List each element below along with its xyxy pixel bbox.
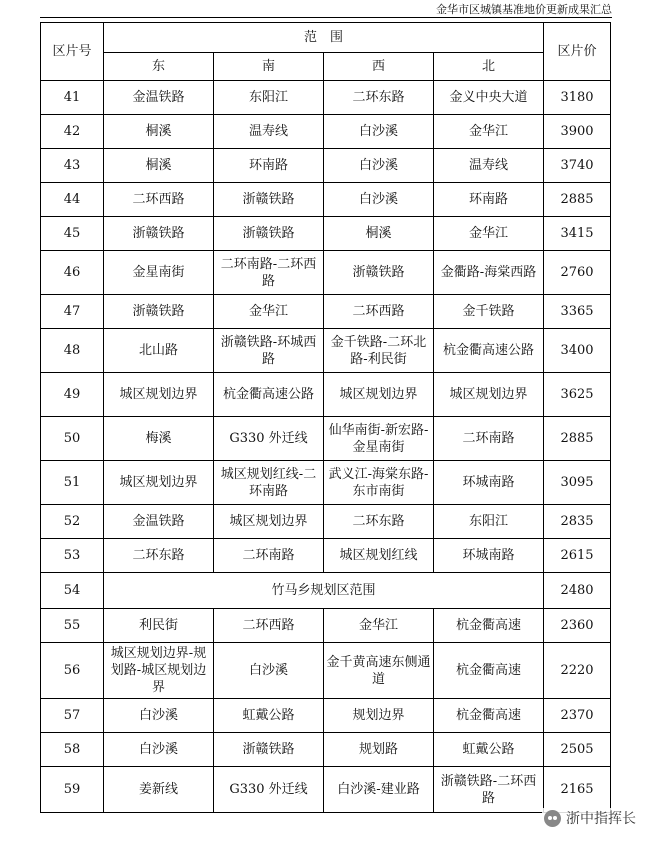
col-header-range: 范 围 — [104, 23, 544, 53]
zone-price-cell: 3900 — [544, 115, 611, 149]
south-boundary-cell: 二环南路-二环西路 — [214, 251, 324, 295]
south-boundary-cell: 浙赣铁路 — [214, 217, 324, 251]
east-boundary-cell: 浙赣铁路 — [104, 217, 214, 251]
north-boundary-cell: 金衢路-海棠西路 — [434, 251, 544, 295]
south-boundary-cell: 二环南路 — [214, 539, 324, 573]
zone-id-cell: 52 — [41, 505, 104, 539]
zone-id-cell: 51 — [41, 461, 104, 505]
table-row — [41, 573, 611, 609]
north-boundary-cell: 温寿线 — [434, 149, 544, 183]
west-boundary-cell: 城区规划红线 — [324, 539, 434, 573]
zone-price-cell: 2885 — [544, 183, 611, 217]
zone-id-cell: 41 — [41, 81, 104, 115]
east-boundary-cell: 二环西路 — [104, 183, 214, 217]
east-boundary-cell: 利民街 — [104, 609, 214, 643]
zone-price-cell: 2615 — [544, 539, 611, 573]
col-header-east: 东 — [104, 53, 214, 81]
east-boundary-cell: 梅溪 — [104, 417, 214, 461]
zone-price-cell: 2220 — [544, 643, 611, 699]
north-boundary-cell: 杭金衢高速 — [434, 643, 544, 699]
table-row — [41, 329, 611, 373]
zone-id-cell: 54 — [41, 573, 104, 609]
table-row — [41, 115, 611, 149]
west-boundary-cell: 规划路 — [324, 733, 434, 767]
east-boundary-cell: 桐溪 — [104, 115, 214, 149]
zone-price-cell: 2835 — [544, 505, 611, 539]
east-boundary-cell: 城区规划边界 — [104, 373, 214, 417]
west-boundary-cell: 金千铁路-二环北路-利民街 — [324, 329, 434, 373]
north-boundary-cell: 金华江 — [434, 115, 544, 149]
page-header — [40, 3, 612, 18]
zone-price-cell: 3400 — [544, 329, 611, 373]
east-boundary-cell: 金温铁路 — [104, 81, 214, 115]
table-row — [41, 643, 611, 699]
east-boundary-cell: 白沙溪 — [104, 699, 214, 733]
table-row — [41, 733, 611, 767]
col-header-price: 区片价 — [544, 23, 611, 81]
table-row — [41, 183, 611, 217]
east-boundary-cell: 金星南街 — [104, 251, 214, 295]
west-boundary-cell: 桐溪 — [324, 217, 434, 251]
west-boundary-cell: 白沙溪 — [324, 115, 434, 149]
zone-id-cell: 48 — [41, 329, 104, 373]
wechat-icon — [544, 810, 561, 827]
north-boundary-cell: 东阳江 — [434, 505, 544, 539]
zone-range-cell: 竹马乡规划区范围 — [104, 573, 544, 609]
header-title: 金华市区城镇基准地价更新成果汇总 — [436, 3, 612, 16]
zone-id-cell: 49 — [41, 373, 104, 417]
zone-id-cell: 43 — [41, 149, 104, 183]
east-boundary-cell: 姜新线 — [104, 767, 214, 813]
table-row — [41, 251, 611, 295]
zone-price-cell: 2360 — [544, 609, 611, 643]
east-boundary-cell: 二环东路 — [104, 539, 214, 573]
zone-price-cell: 2760 — [544, 251, 611, 295]
zone-id-cell: 42 — [41, 115, 104, 149]
south-boundary-cell: 杭金衢高速公路 — [214, 373, 324, 417]
table-row — [41, 539, 611, 573]
south-boundary-cell: 白沙溪 — [214, 643, 324, 699]
north-boundary-cell: 虹戴公路 — [434, 733, 544, 767]
col-header-id: 区片号 — [41, 23, 104, 81]
west-boundary-cell: 白沙溪 — [324, 149, 434, 183]
west-boundary-cell: 规划边界 — [324, 699, 434, 733]
zone-price-cell: 3095 — [544, 461, 611, 505]
zone-id-cell: 44 — [41, 183, 104, 217]
zone-id-cell: 55 — [41, 609, 104, 643]
col-header-south: 南 — [214, 53, 324, 81]
zone-id-cell: 45 — [41, 217, 104, 251]
zone-id-cell: 47 — [41, 295, 104, 329]
north-boundary-cell: 杭金衢高速 — [434, 609, 544, 643]
west-boundary-cell: 二环东路 — [324, 505, 434, 539]
north-boundary-cell: 杭金衢高速 — [434, 699, 544, 733]
west-boundary-cell: 二环西路 — [324, 295, 434, 329]
col-header-west: 西 — [324, 53, 434, 81]
table-row — [41, 149, 611, 183]
south-boundary-cell: G330 外迁线 — [214, 417, 324, 461]
table-row — [41, 699, 611, 733]
zone-price-cell: 2505 — [544, 733, 611, 767]
north-boundary-cell: 环城南路 — [434, 539, 544, 573]
east-boundary-cell: 金温铁路 — [104, 505, 214, 539]
north-boundary-cell: 金千铁路 — [434, 295, 544, 329]
watermark — [542, 808, 638, 828]
north-boundary-cell: 金华江 — [434, 217, 544, 251]
zone-id-cell: 57 — [41, 699, 104, 733]
zone-price-cell: 3415 — [544, 217, 611, 251]
west-boundary-cell: 城区规划边界 — [324, 373, 434, 417]
north-boundary-cell: 环南路 — [434, 183, 544, 217]
zone-price-cell: 2480 — [544, 573, 611, 609]
table-row — [41, 81, 611, 115]
col-header-north: 北 — [434, 53, 544, 81]
east-boundary-cell: 白沙溪 — [104, 733, 214, 767]
south-boundary-cell: 城区规划红线-二环南路 — [214, 461, 324, 505]
zone-price-cell: 3625 — [544, 373, 611, 417]
south-boundary-cell: 环南路 — [214, 149, 324, 183]
zone-id-cell: 53 — [41, 539, 104, 573]
south-boundary-cell: G330 外迁线 — [214, 767, 324, 813]
south-boundary-cell: 虹戴公路 — [214, 699, 324, 733]
table-row — [41, 295, 611, 329]
west-boundary-cell: 金千黄高速东侧通道 — [324, 643, 434, 699]
west-boundary-cell: 仙华南街-新宏路-金星南街 — [324, 417, 434, 461]
table-row — [41, 461, 611, 505]
zone-id-cell: 59 — [41, 767, 104, 813]
zone-price-cell: 2885 — [544, 417, 611, 461]
zone-id-cell: 46 — [41, 251, 104, 295]
east-boundary-cell: 浙赣铁路 — [104, 295, 214, 329]
zone-price-cell: 3740 — [544, 149, 611, 183]
north-boundary-cell: 浙赣铁路-二环西路 — [434, 767, 544, 813]
zone-price-cell: 2370 — [544, 699, 611, 733]
zone-id-cell: 58 — [41, 733, 104, 767]
table-row — [41, 609, 611, 643]
south-boundary-cell: 东阳江 — [214, 81, 324, 115]
table-body — [41, 81, 611, 813]
west-boundary-cell: 金华江 — [324, 609, 434, 643]
north-boundary-cell: 城区规划边界 — [434, 373, 544, 417]
east-boundary-cell: 北山路 — [104, 329, 214, 373]
land-price-table — [40, 22, 611, 813]
south-boundary-cell: 金华江 — [214, 295, 324, 329]
table-row — [41, 417, 611, 461]
north-boundary-cell: 环城南路 — [434, 461, 544, 505]
east-boundary-cell: 城区规划边界-规划路-城区规划边界 — [104, 643, 214, 699]
table-row — [41, 217, 611, 251]
zone-price-cell: 3180 — [544, 81, 611, 115]
table-row — [41, 505, 611, 539]
north-boundary-cell: 二环南路 — [434, 417, 544, 461]
east-boundary-cell: 桐溪 — [104, 149, 214, 183]
west-boundary-cell: 武义江-海棠东路-东市南街 — [324, 461, 434, 505]
table-row — [41, 373, 611, 417]
west-boundary-cell: 二环东路 — [324, 81, 434, 115]
south-boundary-cell: 城区规划边界 — [214, 505, 324, 539]
east-boundary-cell: 城区规划边界 — [104, 461, 214, 505]
zone-price-cell: 2165 — [544, 767, 611, 813]
zone-price-cell: 3365 — [544, 295, 611, 329]
watermark-text: 浙中指挥长 — [566, 811, 636, 827]
west-boundary-cell: 浙赣铁路 — [324, 251, 434, 295]
zone-id-cell: 50 — [41, 417, 104, 461]
north-boundary-cell: 金义中央大道 — [434, 81, 544, 115]
north-boundary-cell: 杭金衢高速公路 — [434, 329, 544, 373]
west-boundary-cell: 白沙溪-建业路 — [324, 767, 434, 813]
south-boundary-cell: 浙赣铁路-环城西路 — [214, 329, 324, 373]
zone-id-cell: 56 — [41, 643, 104, 699]
south-boundary-cell: 温寿线 — [214, 115, 324, 149]
south-boundary-cell: 浙赣铁路 — [214, 733, 324, 767]
table-row — [41, 767, 611, 813]
west-boundary-cell: 白沙溪 — [324, 183, 434, 217]
south-boundary-cell: 二环西路 — [214, 609, 324, 643]
south-boundary-cell: 浙赣铁路 — [214, 183, 324, 217]
